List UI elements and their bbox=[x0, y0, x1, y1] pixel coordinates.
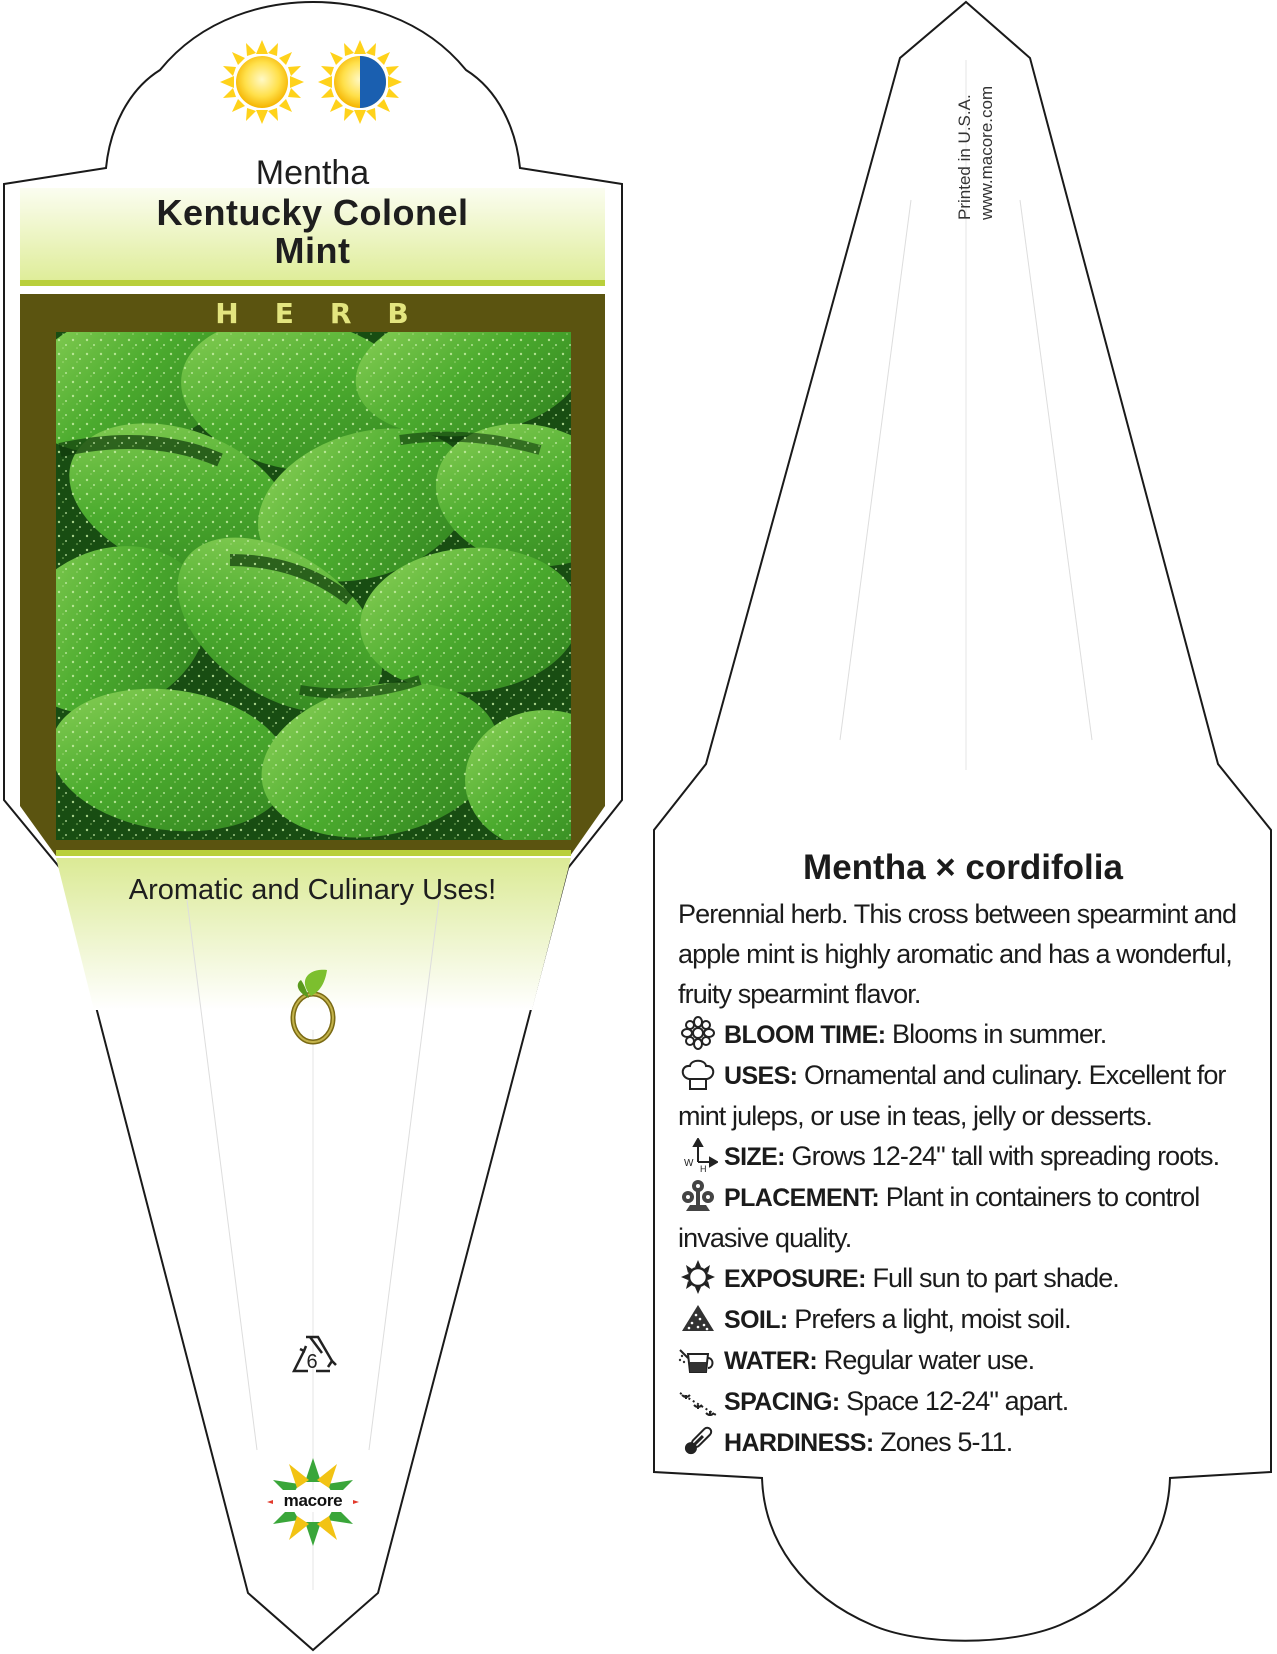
attribute-soil bbox=[678, 1299, 1248, 1340]
printed-info bbox=[955, 50, 996, 220]
attribute-text: Prefers a light, moist soil. bbox=[787, 1304, 1071, 1334]
soil-icon bbox=[678, 1301, 718, 1335]
description: Perennial herb. This cross between spearmint and apple mint is highly aromatic and has a wonderful, fruity spearmint flavor. bbox=[678, 899, 1237, 1009]
svg-text:H: H bbox=[700, 1164, 706, 1172]
attribute-size bbox=[678, 1136, 1248, 1177]
attribute-label: PLACEMENT: bbox=[724, 1184, 880, 1212]
attribute-text: Zones 5-11. bbox=[873, 1427, 1013, 1457]
attribute-bloom-time bbox=[678, 1014, 1248, 1055]
flower-icon bbox=[678, 1016, 718, 1050]
attribute-exposure bbox=[678, 1258, 1248, 1299]
attribute-text: Ornamental and culinary. Excellent for mint juleps, or use in teas, jelly or desserts. bbox=[678, 1060, 1226, 1131]
cultivar-line-1: Kentucky Colonel bbox=[156, 192, 469, 233]
recycle-number: 6 bbox=[306, 1351, 318, 1373]
attribute-text: Blooms in summer. bbox=[885, 1019, 1107, 1049]
attribute-placement bbox=[678, 1177, 1248, 1258]
attribute-label: HARDINESS: bbox=[724, 1429, 874, 1457]
attribute-uses bbox=[678, 1055, 1248, 1136]
full-sun-icon bbox=[220, 40, 304, 124]
attribute-label: EXPOSURE: bbox=[724, 1265, 866, 1293]
printed-line-2: www.macore.com bbox=[977, 85, 996, 220]
attribute-text: Grows 12-24" tall with spreading roots. bbox=[784, 1141, 1220, 1171]
attribute-text: Space 12-24" apart. bbox=[839, 1386, 1069, 1416]
attribute-text: Plant in containers to control invasive quality. bbox=[678, 1182, 1200, 1253]
attribute-label: WATER: bbox=[724, 1347, 818, 1375]
attribute-text: Full sun to part shade. bbox=[865, 1263, 1119, 1293]
brand-name: macore bbox=[283, 1491, 343, 1510]
placement-icon bbox=[678, 1179, 718, 1213]
cultivar-name bbox=[20, 194, 605, 270]
mint-photo bbox=[0, 284, 637, 858]
size-icon bbox=[678, 1138, 718, 1172]
attribute-spacing bbox=[678, 1381, 1248, 1422]
attribute-water bbox=[678, 1340, 1248, 1381]
printed-line-1: Printed in U.S.A. bbox=[955, 94, 974, 220]
tagline: Aromatic and Culinary Uses! bbox=[128, 874, 497, 906]
part-shade-icon bbox=[318, 40, 402, 124]
attribute-label: SOIL: bbox=[724, 1306, 788, 1334]
watering-can-icon bbox=[678, 1342, 718, 1376]
cultivar-line-2: Mint bbox=[274, 230, 351, 271]
care-info bbox=[678, 848, 1248, 1463]
botanical-name: Mentha × cordifolia bbox=[803, 848, 1123, 887]
category-label: HERB bbox=[215, 297, 445, 330]
chef-hat-icon bbox=[678, 1057, 718, 1091]
attribute-label: SPACING: bbox=[724, 1388, 840, 1416]
attribute-label: USES: bbox=[724, 1062, 798, 1090]
spacing-icon bbox=[678, 1383, 718, 1417]
attribute-hardiness bbox=[678, 1422, 1248, 1463]
attribute-label: BLOOM TIME: bbox=[724, 1021, 886, 1049]
genus-name: Mentha bbox=[255, 154, 370, 192]
thermometer-icon bbox=[678, 1424, 718, 1458]
attribute-label: SIZE: bbox=[724, 1143, 785, 1171]
attribute-text: Regular water use. bbox=[817, 1345, 1035, 1375]
attribute-list bbox=[678, 1014, 1248, 1463]
sun-icon bbox=[678, 1260, 718, 1294]
svg-text:W: W bbox=[684, 1158, 693, 1169]
